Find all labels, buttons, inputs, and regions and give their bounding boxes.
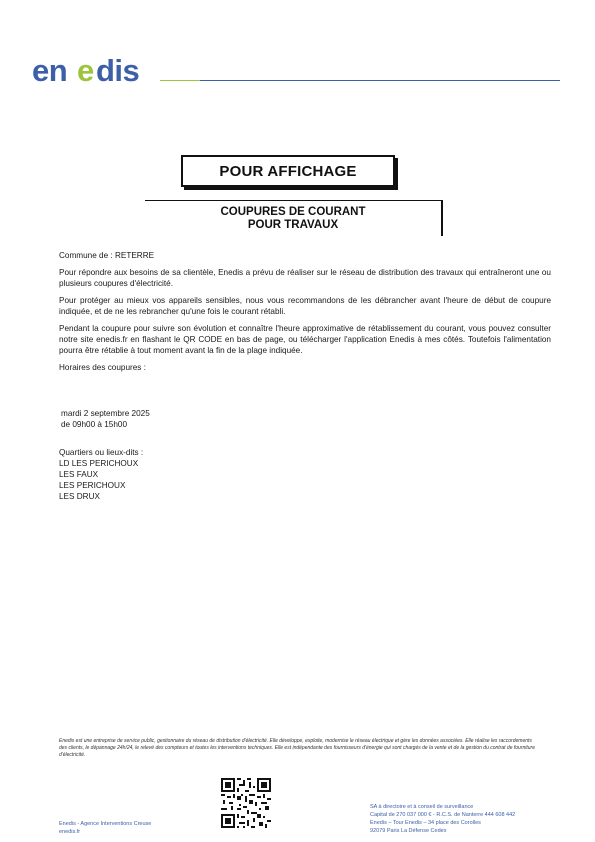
svg-text:en: en (32, 54, 68, 86)
legal-notice: Enedis est une entreprise de service public, gestionnaire du réseau de distribution d'électricité. Elle développe, exploite, modernise le réseau électrique et gère les données associées. Elle réalise les raccordements des clients, le dépannage 24h/24, le relevé des compteurs et toutes les interventions techniques. Elle est indépendante des fournisseurs d'énergie qui sont chargés de la vente et de la gestion du contrat de fourniture d'électricité. (59, 738, 535, 758)
footer-agency-name: Enedis - Agence Interventions Creuse (59, 821, 152, 827)
notice-body (59, 250, 551, 379)
places-list (59, 447, 143, 502)
footer-company-line-1: SA à directoire et à conseil de surveillance (370, 804, 474, 810)
list-item: LD LES PERICHOUX (59, 459, 139, 468)
commune-line: Commune de : RETERRE (59, 251, 155, 260)
footer-agency (59, 820, 151, 836)
footer-company-info (370, 803, 515, 835)
subtitle-line-2: POUR TRAVAUX (247, 219, 339, 231)
list-item: LES PERICHOUX (59, 481, 126, 490)
footer-website-link[interactable]: enedis.fr (59, 829, 81, 835)
hours-label: Horaires des coupures : (59, 363, 146, 372)
footer-company-line-2: Capital de 270 037 000 € - R.C.S. de Nanterre 444 608 442 (370, 812, 516, 818)
svg-text:e: e (77, 54, 95, 86)
enedis-logo (32, 54, 156, 86)
list-item: LES FAUX (59, 470, 99, 479)
paragraph-3: Pendant la coupure pour suivre son évolution et connaître l'heure approximative de rétablissement du courant, vous pouvez consulter notre site enedis.fr en flashant le QR CODE en bas de page, ou télécharger l'application Enedis à mes côtés. Toutefois l'alimentation pourra être rétablie à tout moment avant la fin de la plage indiquée. (59, 324, 551, 355)
list-item: LES DRUX (59, 492, 100, 501)
footer-company-line-4: 92079 Paris La Défense Cedex (370, 828, 447, 834)
schedule-date: mardi 2 septembre 2025 (61, 409, 150, 418)
places-label: Quartiers ou lieux-dits : (59, 448, 144, 457)
subtitle-line-1: COUPURES DE COURANT (220, 206, 366, 218)
schedule-hours: de 09h00 à 15h00 (61, 420, 128, 429)
paragraph-2: Pour protéger au mieux vos appareils sensibles, nous vous recommandons de les débrancher avant l'heure de début de coupure indiquée, et de ne les rebrancher qu'une fois le courant rétabli. (59, 296, 551, 316)
svg-text:dis: dis (96, 54, 140, 86)
qr-code-icon[interactable] (221, 778, 271, 828)
footer-company-line-3: Enedis – Tour Enedis – 34 place des Corolles (370, 820, 481, 826)
paragraph-1: Pour répondre aux besoins de sa clientèle, Enedis a prévu de réaliser sur le réseau de distribution des travaux qui entraîneront une ou plusieurs coupures d'électricité. (59, 268, 551, 288)
header-rule (160, 80, 560, 81)
page-title: POUR AFFICHAGE (181, 155, 395, 187)
schedule (61, 408, 150, 430)
notice-subtitle (145, 200, 443, 236)
